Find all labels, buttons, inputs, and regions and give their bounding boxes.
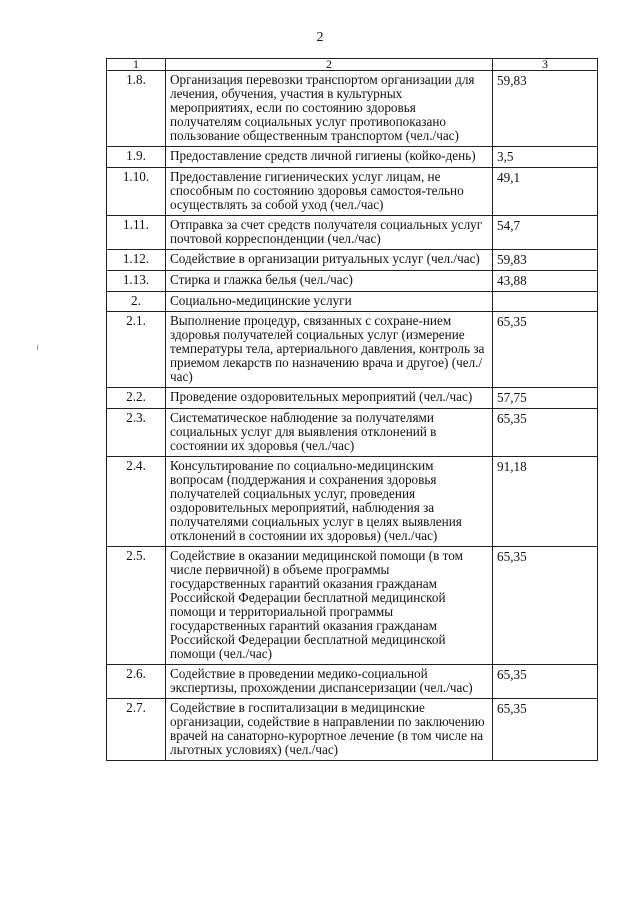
service-name: Стирка и глажка белья (чел./час) bbox=[166, 271, 493, 292]
tariff-value-cell bbox=[493, 250, 598, 271]
table-header-row bbox=[107, 59, 598, 71]
tariff-value-cell bbox=[493, 147, 598, 168]
row-number: 2.4. bbox=[107, 457, 166, 547]
row-number: 1.10. bbox=[107, 168, 166, 216]
row-number: 1.9. bbox=[107, 147, 166, 168]
row-number: 1.8. bbox=[107, 71, 166, 147]
services-table bbox=[106, 58, 598, 761]
row-number: 2.6. bbox=[107, 665, 166, 699]
table-row bbox=[107, 312, 598, 388]
service-name: Отправка за счет средств получателя социальных услуг почтовой корреспонденции (чел./час) bbox=[166, 216, 493, 250]
tariff-value: 57,75 bbox=[497, 390, 527, 405]
service-name: Консультирование по социально-медицинским вопросам (поддержания и сохранения здоровья получателей социальных услуг, проведения оздоровительных мероприятий, наблюдения за получателями социальных услуг в целях выявления отклонений в состоянии их здоровья) (чел./час) bbox=[166, 457, 493, 547]
tariff-value: 65,35 bbox=[497, 701, 527, 716]
tariff-value-cell bbox=[493, 547, 598, 665]
tariff-value-cell bbox=[493, 457, 598, 547]
tariff-value: 65,35 bbox=[497, 411, 527, 426]
service-name: Содействие в оказании медицинской помощи (в том числе первичной) в объеме программы государственных гарантий оказания гражданам Российской Федерации бесплатной медицинской помощи и территориальной программы государственных гарантий оказания гражданам Российской Федерации бесплатной медицинской помощи (чел./час) bbox=[166, 547, 493, 665]
row-number: 1.12. bbox=[107, 250, 166, 271]
tariff-value: 43,88 bbox=[497, 273, 527, 288]
header-col-2: 2 bbox=[166, 59, 493, 71]
table-row bbox=[107, 388, 598, 409]
tariff-value-cell bbox=[493, 665, 598, 699]
table-row bbox=[107, 168, 598, 216]
table-row bbox=[107, 457, 598, 547]
tariff-value: 65,35 bbox=[497, 549, 527, 564]
tariff-value-cell bbox=[493, 388, 598, 409]
row-number: 2.2. bbox=[107, 388, 166, 409]
tariff-value: 54,7 bbox=[497, 218, 521, 233]
tariff-value-cell bbox=[493, 271, 598, 292]
service-name: Содействие в госпитализации в медицинские организации, содействие в направлении по заключению врачей на санаторно-курортное лечение (в том числе на льготных условиях) (чел./час) bbox=[166, 699, 493, 761]
table-row bbox=[107, 147, 598, 168]
service-name: Проведение оздоровительных мероприятий (чел./час) bbox=[166, 388, 493, 409]
header-col-3: 3 bbox=[493, 59, 598, 71]
row-number: 2.7. bbox=[107, 699, 166, 761]
tariff-value: 91,18 bbox=[497, 459, 527, 474]
service-name: Предоставление средств личной гигиены (койко-день) bbox=[166, 147, 493, 168]
service-name: Организация перевозки транспортом организации для лечения, обучения, участия в культурных мероприятиях, если по состоянию здоровья получателям социальных услуг противопоказано пользование общественным транспортом (чел./час) bbox=[166, 71, 493, 147]
service-name: Содействие в проведении медико-социальной экспертизы, прохождении диспансеризации (чел./час) bbox=[166, 665, 493, 699]
row-number: 2.5. bbox=[107, 547, 166, 665]
table-row bbox=[107, 292, 598, 312]
tariff-value: 59,83 bbox=[497, 73, 527, 88]
table-row bbox=[107, 271, 598, 292]
table-body bbox=[107, 59, 598, 761]
service-name: Предоставление гигиенических услуг лицам, не способным по состоянию здоровья самостоя-тельно осуществлять за собой уход (чел./час) bbox=[166, 168, 493, 216]
tariff-value-cell bbox=[493, 409, 598, 457]
header-col-1: 1 bbox=[107, 59, 166, 71]
tariff-value: 3,5 bbox=[497, 149, 514, 164]
page-number: 2 bbox=[316, 30, 324, 45]
table-row bbox=[107, 547, 598, 665]
row-number: 2.1. bbox=[107, 312, 166, 388]
table-row bbox=[107, 216, 598, 250]
tariff-value-cell bbox=[493, 312, 598, 388]
table-row bbox=[107, 409, 598, 457]
row-number: 2. bbox=[107, 292, 166, 312]
row-number: 2.3. bbox=[107, 409, 166, 457]
tariff-value: 65,35 bbox=[497, 667, 527, 682]
table-row bbox=[107, 250, 598, 271]
tariff-value: 59,83 bbox=[497, 252, 527, 267]
table-row bbox=[107, 665, 598, 699]
tariff-value-cell bbox=[493, 292, 598, 312]
scan-artifact bbox=[37, 345, 38, 350]
service-name: Выполнение процедур, связанных с сохране-нием здоровья получателей социальных услуг (измерение температуры тела, артериального давления, контроль за приемом лекарств по назначению врача и другое) (чел./час) bbox=[166, 312, 493, 388]
tariff-value: 49,1 bbox=[497, 170, 521, 185]
service-name: Систематическое наблюдение за получателями социальных услуг для выявления отклонений в состоянии их здоровья (чел./час) bbox=[166, 409, 493, 457]
tariff-value-cell bbox=[493, 216, 598, 250]
tariff-value-cell bbox=[493, 699, 598, 761]
table-row bbox=[107, 71, 598, 147]
tariff-value bbox=[497, 294, 593, 295]
service-name: Содействие в организации ритуальных услуг (чел./час) bbox=[166, 250, 493, 271]
tariff-value-cell bbox=[493, 71, 598, 147]
service-name: Социально-медицинские услуги bbox=[166, 292, 493, 312]
tariff-value: 65,35 bbox=[497, 314, 527, 329]
row-number: 1.11. bbox=[107, 216, 166, 250]
row-number: 1.13. bbox=[107, 271, 166, 292]
table-row bbox=[107, 699, 598, 761]
tariff-value-cell bbox=[493, 168, 598, 216]
